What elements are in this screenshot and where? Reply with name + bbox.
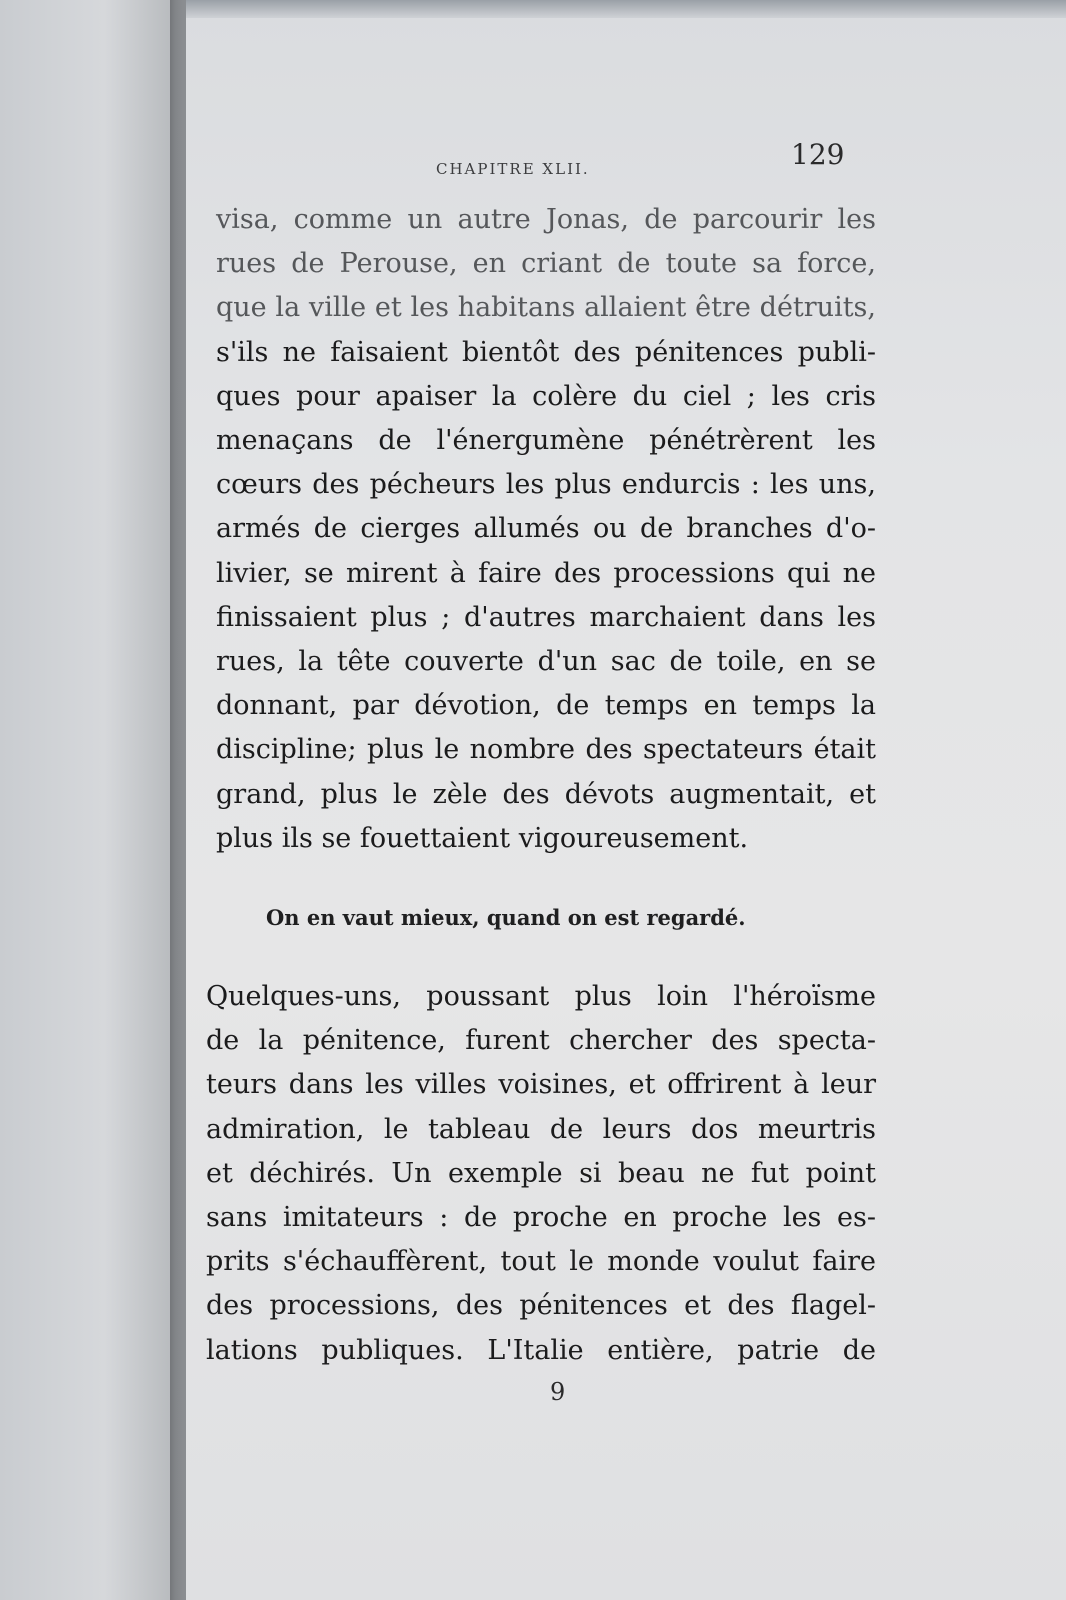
- text-line: donnant, par dévotion, de temps en temps la: [216, 690, 876, 722]
- text-line: s'ils ne faisaient bientôt des pénitences publi-: [216, 336, 876, 368]
- book-page: [186, 0, 1066, 1600]
- page-top-edge: [186, 0, 1066, 18]
- section-subheading: On en vaut mieux, quand on est regardé.: [266, 905, 746, 931]
- text-line: armés de cierges allumés ou de branches d'o-: [216, 513, 876, 545]
- text-line: lations publiques. L'Italie entière, patrie de: [206, 1334, 876, 1366]
- text-line: livier, se mirent à faire des processions qui ne: [216, 557, 876, 589]
- text-line: plus ils se fouettaient vigoureusement.: [216, 822, 749, 854]
- page-number: 129: [791, 138, 845, 171]
- paragraph-2: [206, 975, 876, 1373]
- text-line: ques pour apaiser la colère du ciel ; les cris: [216, 380, 876, 412]
- signature-mark: 9: [550, 1378, 566, 1406]
- running-head: [216, 118, 876, 198]
- text-line: de la pénitence, furent chercher des specta-: [206, 1025, 876, 1057]
- text-line: des processions, des pénitences et des flagel-: [206, 1290, 876, 1322]
- paragraph-1: [216, 198, 876, 861]
- text-line: et déchirés. Un exemple si beau ne fut point: [206, 1157, 876, 1189]
- text-line: prits s'échauffèrent, tout le monde voulut faire: [206, 1246, 876, 1278]
- chapter-title: CHAPITRE XLII.: [436, 160, 590, 178]
- text-line: cœurs des pécheurs les plus endurcis : les uns,: [216, 469, 876, 501]
- page-text-block: [206, 118, 876, 1373]
- text-line: rues, la tête couverte d'un sac de toile, en se: [216, 646, 876, 678]
- text-line: Quelques-uns, poussant plus loin l'héroïsme: [206, 981, 876, 1013]
- text-line: rues de Perouse, en criant de toute sa force,: [216, 248, 876, 280]
- text-line: admiration, le tableau de leurs dos meurtris: [206, 1113, 876, 1145]
- text-line: visa, comme un autre Jonas, de parcourir les: [216, 204, 876, 235]
- text-line: que la ville et les habitans allaient être détruits,: [216, 292, 876, 324]
- text-line: grand, plus le zèle des dévots augmentait, et: [216, 778, 876, 810]
- previous-page-edge: [0, 0, 190, 1600]
- text-line: sans imitateurs : de proche en proche les es-: [206, 1202, 876, 1234]
- text-line: discipline; plus le nombre des spectateurs était: [216, 734, 876, 766]
- text-line: finissaient plus ; d'autres marchaient dans les: [216, 601, 876, 633]
- text-line: menaçans de l'énergumène pénétrèrent les: [216, 425, 876, 457]
- text-line: teurs dans les villes voisines, et offrirent à leur: [206, 1069, 876, 1101]
